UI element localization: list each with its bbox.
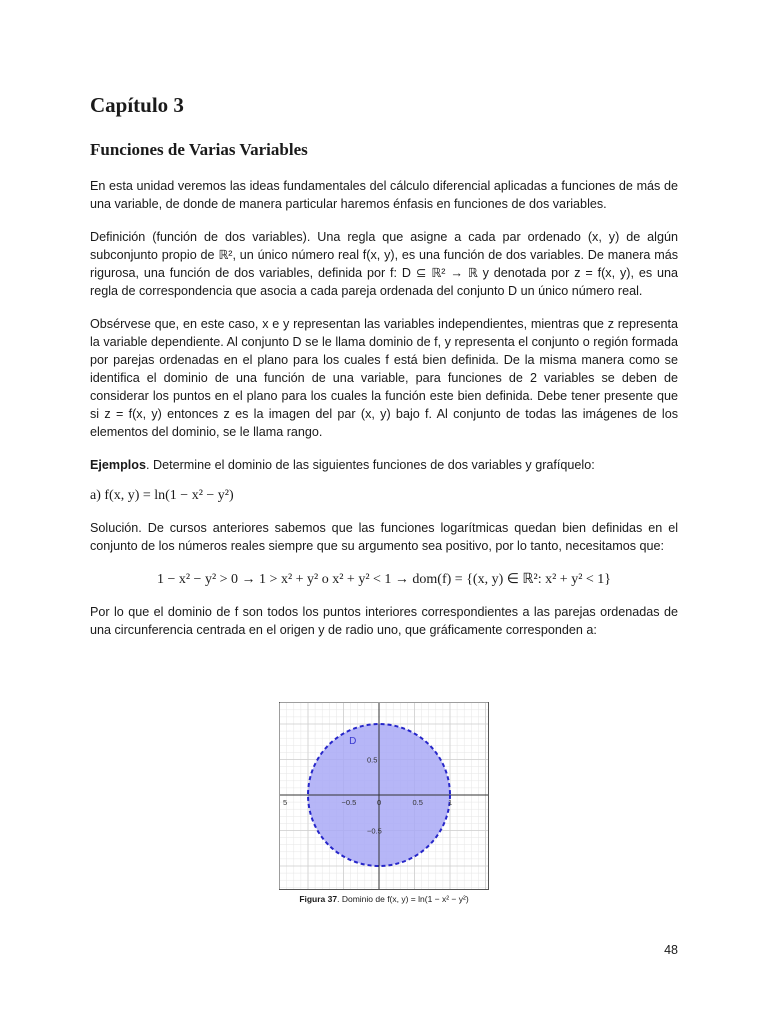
- observation-paragraph: Obsérvese que, en este caso, x e y representan las variables independientes, mientras que z representa la variable dependiente. Al conjunto D se le llama dominio de f, y representa el conjunto o región formada por parejas ordenadas en el plano para los cuales f está bien definida. De la misma manera como se identifica el dominio de una función de una variable, para funciones de 2 variables se deben de considerar los puntos en el plano para los cuales la función este bien definida. Debe tener presente que si z = f(x, y) entonces z es la imagen del par (x, y) bajo f. Al conjunto de todas las imágenes de los elementos del dominio, se le llama rango.: [90, 317, 678, 439]
- examples-label: Ejemplos: [90, 458, 146, 472]
- conclusion-paragraph: Por lo que el dominio de f son todos los puntos interiores correspondientes a las parejas ordenadas de una circunferencia centrada en el origen y de radio uno, que gráficamente corresponden a:: [90, 605, 678, 637]
- y-tick-label: 0.5: [367, 755, 378, 765]
- examples-paragraph: [90, 456, 678, 474]
- domain-plot: [279, 702, 489, 890]
- page-number: 48: [664, 943, 678, 957]
- domain-figure: [279, 702, 489, 904]
- x-tick-label: 0: [377, 798, 382, 807]
- examples-text: . Determine el dominio de las siguientes funciones de dos variables y grafíquelo:: [146, 458, 595, 472]
- section-title: Funciones de Varias Variables: [90, 140, 308, 159]
- page-content: [90, 93, 678, 639]
- x-tick-label: 0.5: [412, 798, 423, 807]
- definition-paragraph: Definición (función de dos variables). Una regla que asigne a cada par ordenado (x, y) de algún subconjunto propio de ℝ², un único número real f(x, y), es una función de dos variables. De manera más rigurosa, una función de dos variables, definida por f: D ⊆ ℝ² → ℝ y denotada por z = f(x, y), es una regla de correspondencia que asocia a cada pareja ordenada del conjunto D un único número real.: [90, 230, 678, 298]
- figure-caption: [279, 894, 489, 904]
- example-a-function: a) f(x, y) = ln(1 − x² − y²): [90, 488, 234, 503]
- x-tick-label: 1: [448, 798, 453, 807]
- intro-paragraph: En esta unidad veremos las ideas fundamentales del cálculo diferencial aplicadas a funciones de más de una variable, de donde de manera particular haremos énfasis en funciones de dos variables.: [90, 179, 678, 211]
- y-tick-label: −0.5: [367, 826, 382, 836]
- x-tick-label: −0.5: [341, 798, 357, 807]
- figure-caption-text: . Dominio de f(x, y) = ln(1 − x² − y²): [337, 894, 469, 904]
- region-label: D: [349, 735, 357, 747]
- solution-paragraph: Solución. De cursos anteriores sabemos que las funciones logarítmicas quedan bien definidas en el conjunto de los números reales siempre que su argumento sea positivo, por lo tanto, necesitamos que:: [90, 521, 678, 553]
- figure-caption-label: Figura 37: [299, 894, 338, 904]
- chapter-title: Capítulo 3: [90, 93, 184, 117]
- domain-equation: 1 − x² − y² > 0 → 1 > x² + y² o x² + y² < 1 → dom(f) = {(x, y) ∈ ℝ²: x² + y² < 1}: [156, 572, 612, 587]
- x-tick-label: 5: [283, 798, 288, 807]
